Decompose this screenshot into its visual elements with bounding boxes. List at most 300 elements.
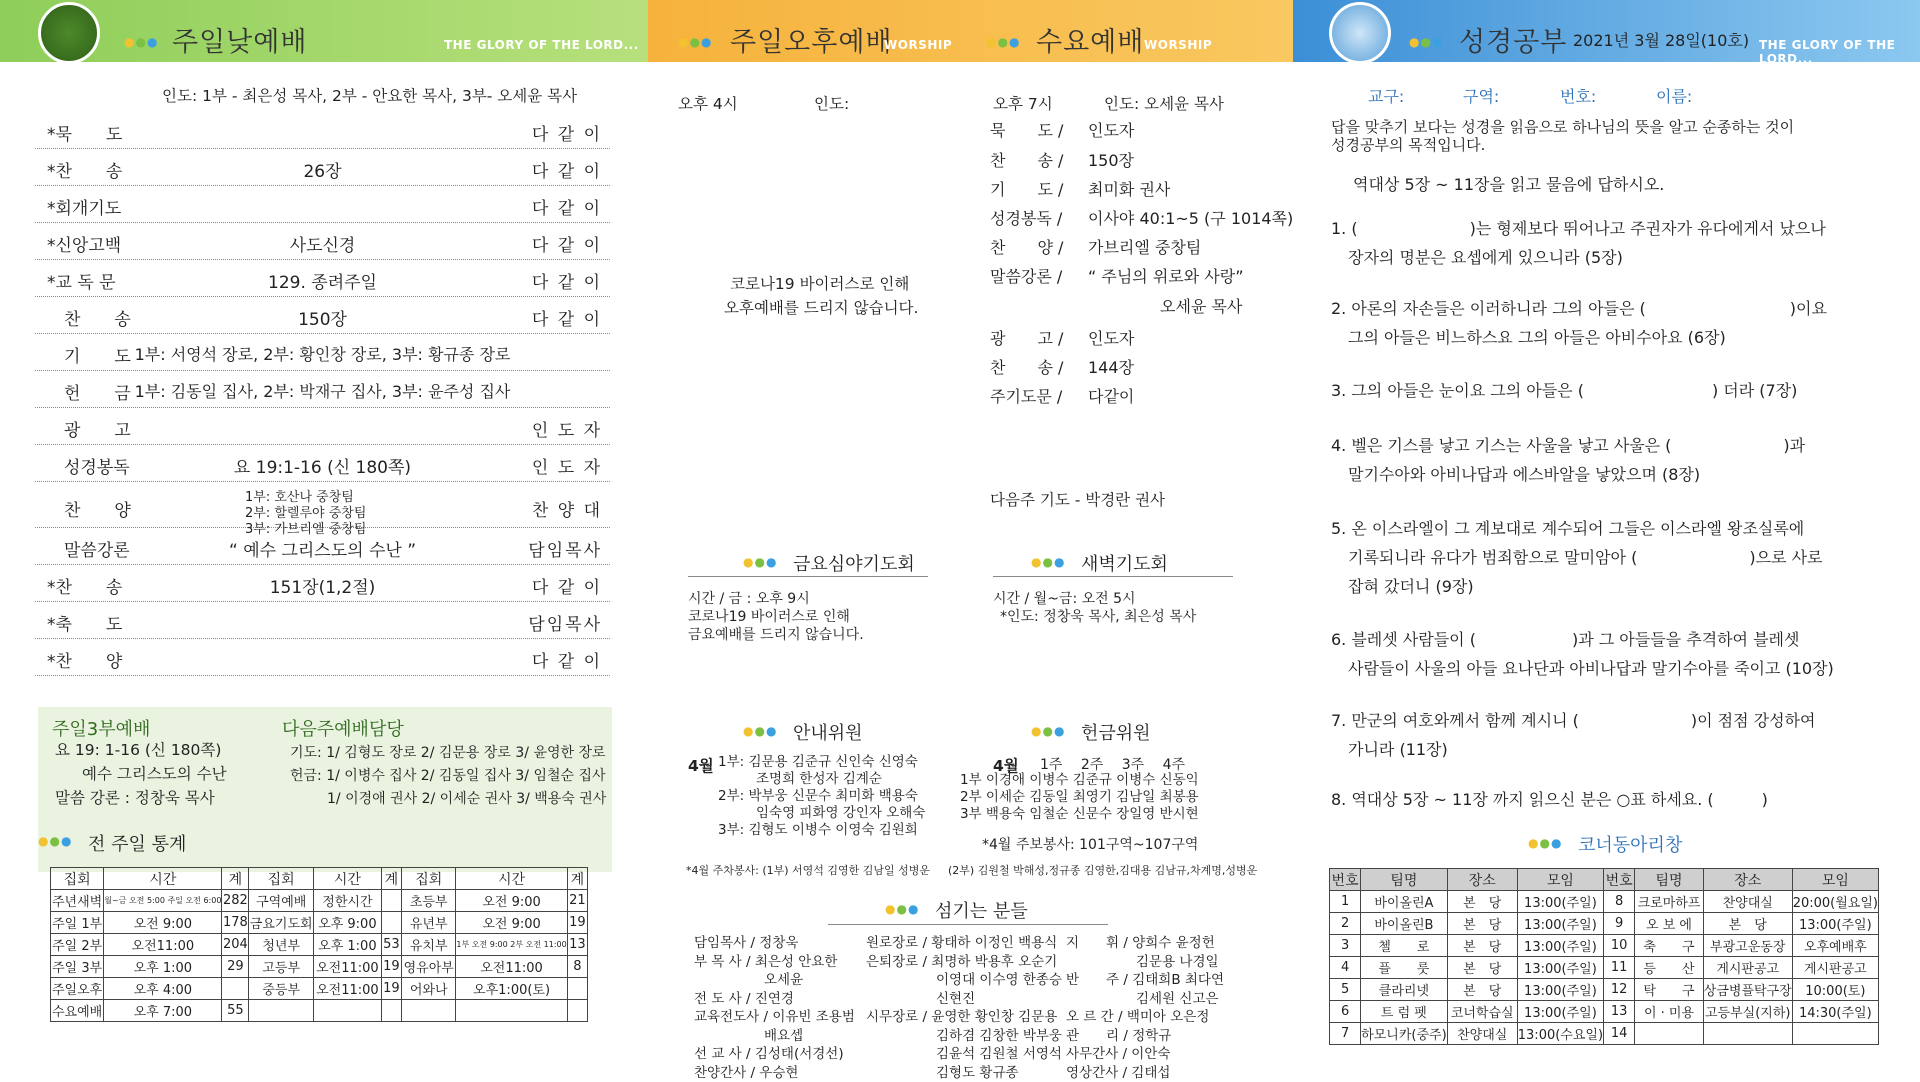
list-item: 선 교 사 / 김성태(서경선): [694, 1045, 855, 1064]
dots-icon: ●●●: [124, 35, 158, 49]
table-cell: 19: [567, 912, 587, 934]
table-cell: 13:00(주일): [1792, 913, 1878, 935]
table-header: 계: [567, 868, 587, 890]
sunday-column: [0, 62, 648, 1061]
table-cell: 1: [1330, 891, 1361, 913]
dots-icon: ●●●: [885, 902, 919, 916]
order-content: 129. 종려주일: [35, 268, 610, 293]
list-item: 관 리 / 정학규: [1066, 1027, 1224, 1046]
list-item: 1부: 김문용 김준규 신인숙 신영숙: [718, 754, 925, 771]
offering-foot: (2부) 김원철 박해성,정규종 김영한,김대용 김남규,차계명,성병운: [948, 862, 1257, 878]
table-cell: 10: [1604, 935, 1635, 957]
wednesday-leader: 인도: 오세윤 목사: [1104, 92, 1224, 114]
list-item: 오세윤: [694, 971, 855, 990]
wed-label: 광 고 /: [990, 326, 1063, 349]
friday-line: 코로나19 바이러스로 인해: [688, 606, 850, 626]
table-row: [1330, 913, 1879, 935]
table-cell: 13:00(주일): [1517, 957, 1603, 979]
order-role: 다 같 이: [532, 194, 602, 219]
question-line: 6. 블레셋 사람들이 ( )과 그 아들들을 추격하여 블레셋: [1331, 627, 1799, 650]
offering-title: 헌금위원: [1081, 719, 1151, 745]
order-label: 찬 양: [47, 496, 131, 521]
question-line: 2. 아론의 자손들은 이러하니라 그의 아들은 ( )이요: [1331, 296, 1827, 319]
table-cell: 월~금 오전 5:00 주일 오전 6:00: [104, 890, 222, 912]
list-item: 3부: 김형도 이병수 이영숙 김원희: [718, 822, 925, 839]
order-content: 사도신경: [35, 231, 610, 256]
table-cell: 게시판공고: [1703, 957, 1792, 979]
dawn-line: *인도: 정창욱 목사, 최은성 목사: [1000, 606, 1196, 626]
question-line: 장자의 명분은 요셉에게 있으니라 (5장): [1348, 245, 1623, 268]
header-date: 2021년 3월 28일(10호): [1573, 28, 1749, 51]
next-duty-title: 다음주예배담당: [282, 715, 404, 741]
table-cell: 주일 1부: [51, 912, 104, 934]
order-role: 다 같 이: [532, 157, 602, 182]
table-cell: 53: [381, 934, 401, 956]
table-header: 집회: [249, 868, 314, 890]
list-item: 1부 이경애 이병수 김준규 이병수 신동익: [960, 772, 1199, 789]
table-header: 시간: [313, 868, 381, 890]
dawn-title: 새벽기도회: [1081, 550, 1168, 576]
dots-icon: ●●●: [986, 35, 1020, 49]
wed-label: 성경봉독 /: [990, 206, 1062, 229]
table-cell: [567, 978, 587, 1000]
question-line: 5. 온 이스라엘이 그 계보대로 계수되어 그들은 이스라엘 왕조실록에: [1331, 516, 1804, 539]
list-item: 김하겸 김창한 박부웅: [866, 1027, 1062, 1046]
table-cell: [313, 1000, 381, 1022]
order-role: 담임목사: [528, 536, 602, 561]
table-header: 모임: [1517, 869, 1603, 891]
table-cell: [381, 912, 401, 934]
table-cell: 크로마하프: [1635, 891, 1704, 913]
table-cell: 오후예배후: [1792, 935, 1878, 957]
table-cell: 7: [1330, 1023, 1361, 1045]
order-label: 기 도: [47, 342, 131, 367]
table-row: [1330, 957, 1879, 979]
list-item: 신현진: [866, 990, 1062, 1009]
order-row: [35, 223, 610, 260]
question-line: 3. 그의 아들은 눈이요 그의 아들은 ( ) 더라 (7장): [1331, 378, 1797, 401]
wed-value: 144장: [1088, 355, 1134, 378]
header-afternoon: [648, 0, 1293, 62]
table-cell: 첼 로: [1361, 935, 1448, 957]
table-cell: 바이올린A: [1361, 891, 1448, 913]
dots-icon: ●●●: [1031, 555, 1065, 569]
table-cell: 13:00(주일): [1517, 891, 1603, 913]
wed-label: 말씀강론 /: [990, 264, 1062, 287]
table-header: 팀명: [1635, 869, 1704, 891]
order-row: [35, 565, 610, 602]
friday-line: 금요예배를 드리지 않습니다.: [688, 624, 864, 644]
question-line: 잡혀 갔더니 (9장): [1348, 574, 1474, 597]
table-cell: 본 당: [1447, 935, 1517, 957]
table-cell: 하모니카(중주): [1361, 1023, 1448, 1045]
table-cell: 본 당: [1447, 979, 1517, 1001]
order-label: 광 고: [47, 416, 131, 441]
study-intro: 성경공부의 목적입니다.: [1331, 134, 1485, 155]
table-header: 계: [381, 868, 401, 890]
table-cell: 13:00(주일): [1517, 979, 1603, 1001]
list-item: 2부 이세순 김동일 최영기 김남일 최봉용: [960, 789, 1199, 806]
table-cell: 본 당: [1447, 913, 1517, 935]
afternoon-notice: 오후예배를 드리지 않습니다.: [724, 296, 918, 318]
table-cell: 본 당: [1447, 891, 1517, 913]
table-row: [51, 978, 588, 1000]
table-cell: 2: [1330, 913, 1361, 935]
question-line: 1. ( )는 형제보다 뛰어나고 주권자가 유다에게서 났으나: [1331, 216, 1826, 239]
order-row: [35, 371, 610, 408]
list-item: 부 목 사 / 최은성 안요한: [694, 953, 855, 972]
list-item: 이영대 이수영 한종승: [866, 971, 1062, 990]
ushers-month: 4월: [688, 754, 714, 776]
wed-label: 찬 송 /: [990, 355, 1063, 378]
table-header: 장소: [1447, 869, 1517, 891]
offering-month: 4월: [993, 754, 1019, 776]
list-item: 은퇴장로 / 최명하 박용후 오순기: [866, 953, 1062, 972]
table-cell: 부광고운동장: [1703, 935, 1792, 957]
table-cell: 21: [567, 890, 587, 912]
table-cell: 주일 2부: [51, 934, 104, 956]
header-subtitle: THE GLORY OF THE LORD...: [1759, 38, 1920, 66]
table-cell: 오전11:00: [313, 956, 381, 978]
table-cell: 204: [222, 934, 249, 956]
table-cell: 이 · 미용: [1635, 1001, 1704, 1023]
table-header: 시간: [104, 868, 222, 890]
table-cell: 13:00(주일): [1517, 913, 1603, 935]
ushers-list: [718, 754, 925, 839]
table-cell: 오후 1:00: [104, 956, 222, 978]
wed-value: 오세윤 목사: [1160, 294, 1242, 317]
wed-value: 이사야 40:1~5 (구 1014쪽): [1088, 206, 1293, 229]
third-service-line: 예수 그리스도의 수난: [82, 762, 227, 784]
table-cell: [1792, 1023, 1878, 1045]
table-header: 집회: [402, 868, 456, 890]
table-cell: 상금병플탁구장: [1703, 979, 1792, 1001]
order-row: [35, 639, 610, 676]
dots-icon: ●●●: [743, 724, 777, 738]
table-cell: 10:00(토): [1792, 979, 1878, 1001]
question-line: 사람들이 사울의 아들 요나단과 아비나답과 말기수아를 죽이고 (10장): [1348, 656, 1834, 679]
wed-value: 인도자: [1088, 326, 1134, 349]
list-item: 임숙영 피화영 강인자 오해숙: [718, 805, 925, 822]
next-duty-line: 기도: 1/ 김형도 장로 2/ 김문용 장로 3/ 윤영한 장로: [290, 742, 606, 762]
order-content: 151장(1,2절): [35, 573, 610, 598]
table-cell: 트 럼 펫: [1361, 1001, 1448, 1023]
table-header: 집회: [51, 868, 104, 890]
table-cell: 금요기도회: [249, 912, 314, 934]
list-item: 2부: 박부웅 신문수 최미화 백용숙: [718, 788, 925, 805]
table-cell: 청년부: [249, 934, 314, 956]
table-header: 번호: [1330, 869, 1361, 891]
table-cell: 13:00(수요일): [1517, 1023, 1603, 1045]
table-cell: [402, 1000, 456, 1022]
list-item: 담임목사 / 정창욱: [694, 934, 855, 953]
order-row: [35, 149, 610, 186]
header-subtitle: THE GLORY OF THE LORD...: [444, 38, 639, 52]
header-study: [1293, 0, 1920, 62]
order-content: 요 19:1-16 (신 180쪽): [35, 453, 610, 478]
table-cell: 고등부: [249, 956, 314, 978]
table-cell: 14:30(주일): [1792, 1001, 1878, 1023]
servants-col: [1066, 934, 1224, 1082]
question-line: 말기수아와 아비나답과 에스바알을 낳았으며 (8장): [1348, 462, 1700, 485]
study-label-number: 번호:: [1560, 84, 1596, 107]
table-cell: 오전 9:00: [456, 912, 567, 934]
question-line: 8. 역대상 5장 ~ 11장 까지 읽으신 분은 ○표 하세요. ( ): [1331, 787, 1768, 810]
list-item: 김문용 나경일: [1066, 953, 1224, 972]
choir-item: 3부: 가브리엘 중창팀: [245, 522, 366, 538]
table-cell: 9: [1604, 913, 1635, 935]
list-item: 전 도 사 / 진연경: [694, 990, 855, 1009]
third-service-title: 주일3부예배: [52, 715, 150, 741]
table-header: 팀명: [1361, 869, 1448, 891]
offering-list: [960, 772, 1199, 823]
table-cell: 8: [567, 956, 587, 978]
next-duty-line: 1/ 이경애 권사 2/ 이세순 권사 3/ 백용숙 권사: [327, 788, 606, 808]
afternoon-notice: 코로나19 바이러스로 인해: [730, 272, 909, 294]
order-role: 담임목사: [528, 610, 602, 635]
question-line: 가니라 (11장): [1348, 737, 1448, 760]
table-cell: 13: [1604, 1001, 1635, 1023]
wed-label: 묵 도 /: [990, 118, 1063, 141]
table-cell: [1635, 1023, 1704, 1045]
wed-value: 다같이: [1088, 384, 1134, 407]
table-cell: 282: [222, 890, 249, 912]
divider: [993, 576, 1233, 577]
header-sunday: [0, 0, 648, 62]
dots-icon: ●●●: [1031, 724, 1065, 738]
table-cell: 오전11:00: [313, 978, 381, 1000]
header-title: 수요예배: [1036, 20, 1144, 59]
table-header: 장소: [1703, 869, 1792, 891]
table-cell: 주일 3부: [51, 956, 104, 978]
order-role: 다 같 이: [532, 573, 602, 598]
table-cell: 오전 9:00: [104, 912, 222, 934]
order-role: 다 같 이: [532, 120, 602, 145]
table-cell: [381, 1000, 401, 1022]
order-role: 인 도 자: [532, 416, 602, 441]
table-cell: 오전11:00: [104, 934, 222, 956]
table-cell: 바이올린B: [1361, 913, 1448, 935]
table-cell: 어와나: [402, 978, 456, 1000]
header-title: 주일낮예배: [172, 20, 307, 59]
table-row: [1330, 979, 1879, 1001]
list-item: 조명희 한성자 김계순: [718, 771, 925, 788]
table-cell: 11: [1604, 957, 1635, 979]
table-row: [1330, 891, 1879, 913]
order-row: [35, 260, 610, 297]
table-row: [51, 912, 588, 934]
list-item: 시무장로 / 윤영한 황인창 김문용: [866, 1008, 1062, 1027]
table-row: [1330, 1001, 1879, 1023]
list-item: 원로장로 / 황태하 이정인 백용식: [866, 934, 1062, 953]
list-item: 김세원 신고은: [1066, 990, 1224, 1009]
third-service-line: 요 19: 1-16 (신 180쪽): [55, 738, 221, 760]
list-item: 지 휘 / 양희수 윤정헌: [1066, 934, 1224, 953]
study-column: [1293, 62, 1920, 1061]
table-cell: 수요예배: [51, 1000, 104, 1022]
order-label: 성경봉독: [47, 453, 130, 478]
choir-item: 2부: 할렐루야 중창팀: [245, 506, 366, 522]
table-cell: 정한시간: [313, 890, 381, 912]
question-line: 기록되니라 유다가 범죄함으로 말미암아 ( )으로 사로: [1348, 545, 1823, 568]
list-item: 3부 백용숙 임철순 신문수 장일영 반시현: [960, 806, 1199, 823]
order-label: *신앙고백: [47, 231, 121, 256]
order-content: 1부: 서영석 장로, 2부: 황인창 장로, 3부: 황규종 장로: [35, 342, 610, 365]
order-label: 말씀강론: [47, 536, 130, 561]
question-line: 7. 만군의 여호와께서 함께 계시니 ( )이 점점 강성하여: [1331, 708, 1815, 731]
order-content: 26장: [35, 157, 610, 182]
list-item: 반 주 / 김태희B 최다연: [1066, 971, 1224, 990]
order-label: *찬 송: [47, 157, 122, 182]
order-role: 찬 양 대: [532, 496, 602, 521]
study-label-district: 구역:: [1463, 84, 1499, 107]
study-intro: 답을 맞추기 보다는 성경을 읽음으로 하나님의 뜻을 알고 순종하는 것이: [1331, 116, 1794, 137]
table-cell: 찬양대실: [1447, 1023, 1517, 1045]
list-item: 영상간사 / 김태섭: [1066, 1064, 1224, 1082]
table-cell: 1부 오전 9:00 2부 오전 11:00: [456, 934, 567, 956]
table-header: 모임: [1792, 869, 1878, 891]
list-item: 찬양간사 / 우승현: [694, 1064, 855, 1082]
question-line: 4. 벨은 기스를 낳고 기스는 사울을 낳고 사울은 ( )과: [1331, 433, 1805, 456]
list-item: 오 르 간 / 백미아 오은정: [1066, 1008, 1224, 1027]
clubs-table: [1329, 868, 1879, 1045]
table-cell: 주일오후: [51, 978, 104, 1000]
table-cell: [381, 890, 401, 912]
table-cell: 29: [222, 956, 249, 978]
table-cell: 유치부: [402, 934, 456, 956]
servants-title: 섬기는 분들: [935, 897, 1028, 923]
table-cell: 클라리넷: [1361, 979, 1448, 1001]
order-role: 다 같 이: [532, 268, 602, 293]
wed-value: 가브리엘 중창팀: [1088, 235, 1201, 258]
table-cell: 3: [1330, 935, 1361, 957]
table-cell: [1703, 1023, 1792, 1045]
order-row: [35, 334, 610, 371]
table-cell: 20:00(월요일): [1792, 891, 1878, 913]
wed-label: 주기도문 /: [990, 384, 1062, 407]
wed-label: 찬 양 /: [990, 235, 1063, 258]
stats-table: [50, 867, 588, 1022]
table-cell: 오후 1:00: [313, 934, 381, 956]
servants-col: [866, 934, 1062, 1082]
question-line: 그의 아들은 비느하스요 그의 아들은 아비수아요 (6장): [1348, 325, 1726, 348]
table-cell: 55: [222, 1000, 249, 1022]
table-cell: 등 산: [1635, 957, 1704, 979]
offering-weeks: 1주 2주 3주 4주: [1040, 754, 1185, 774]
order-row: [35, 186, 610, 223]
order-label: 헌 금: [47, 379, 131, 404]
table-cell: 게시판공고: [1792, 957, 1878, 979]
dawn-line: 시간 / 월~금: 오전 5시: [993, 588, 1136, 608]
leaf-hands-icon: [38, 2, 100, 64]
order-row: [35, 602, 610, 639]
order-role: 다 같 이: [532, 647, 602, 672]
order-content: 150장: [35, 305, 610, 330]
header-subtitle: WORSHIP: [884, 38, 952, 52]
heart-hands-icon: [1329, 2, 1391, 64]
dots-icon: ●●●: [1528, 836, 1562, 850]
table-cell: 오후 4:00: [104, 978, 222, 1000]
table-cell: 플 룻: [1361, 957, 1448, 979]
table-cell: 영유아부: [402, 956, 456, 978]
list-item: 교육전도사 / 이유빈 조용범: [694, 1008, 855, 1027]
order-content: 1부: 김동일 집사, 2부: 박재구 집사, 3부: 윤주성 집사: [35, 379, 610, 402]
table-cell: 오전 9:00: [456, 890, 567, 912]
header-title: 주일오후예배: [730, 20, 893, 59]
dots-icon: ●●●: [38, 834, 72, 848]
wed-value: 150장: [1088, 148, 1134, 171]
wed-value: “ 주님의 위로와 사랑”: [1088, 264, 1243, 287]
divider: [688, 576, 928, 577]
table-cell: 오후 9:00: [313, 912, 381, 934]
table-cell: 축 구: [1635, 935, 1704, 957]
study-label-name: 이름:: [1656, 84, 1692, 107]
clubs-title: 코너동아리창: [1578, 831, 1682, 857]
table-cell: 유년부: [402, 912, 456, 934]
list-item: 김형도 황규종: [866, 1064, 1062, 1082]
table-row: [51, 934, 588, 956]
table-header: 계: [222, 868, 249, 890]
table-row: [1330, 935, 1879, 957]
order-content: “ 예수 그리스도의 수난 ”: [35, 536, 610, 561]
divider: [828, 924, 1108, 925]
table-cell: 5: [1330, 979, 1361, 1001]
dots-icon: ●●●: [678, 35, 712, 49]
table-cell: 14: [1604, 1023, 1635, 1045]
order-label: *찬 송: [47, 573, 122, 598]
afternoon-time: 오후 4시: [678, 92, 738, 114]
middle-column: [648, 62, 1293, 1061]
wed-value: 최미화 권사: [1088, 177, 1170, 200]
order-label: *찬 양: [47, 647, 122, 672]
choir-list: [245, 490, 366, 538]
table-header: 번호: [1604, 869, 1635, 891]
table-cell: 주년새벽: [51, 890, 104, 912]
sunday-leaders: 인도: 1부 - 최은성 목사, 2부 - 안요한 목사, 3부- 오세윤 목사: [162, 84, 577, 106]
wednesday-next-prayer: 다음주 기도 - 박경란 권사: [990, 488, 1165, 510]
friday-title: 금요심야기도회: [793, 550, 915, 576]
order-label: *회개기도: [47, 194, 121, 219]
order-row: [35, 297, 610, 334]
order-row: [35, 112, 610, 149]
third-service-line: 말씀 강론 : 정창욱 목사: [55, 786, 215, 808]
servants-col: [694, 934, 855, 1082]
table-cell: 찬양대실: [1703, 891, 1792, 913]
table-cell: 중등부: [249, 978, 314, 1000]
table-row: [1330, 1023, 1879, 1045]
table-cell: [222, 978, 249, 1000]
list-item: 사무간사 / 이안숙: [1066, 1045, 1224, 1064]
order-row: [35, 445, 610, 482]
table-cell: 코너학습실: [1447, 1001, 1517, 1023]
table-cell: 구역예배: [249, 890, 314, 912]
table-cell: 13:00(주일): [1517, 935, 1603, 957]
dots-icon: ●●●: [743, 555, 777, 569]
order-role: 다 같 이: [532, 231, 602, 256]
table-cell: [456, 1000, 567, 1022]
table-cell: 오 보 에: [1635, 913, 1704, 935]
wednesday-time: 오후 7시: [993, 92, 1053, 114]
table-cell: [567, 1000, 587, 1022]
header-title: 성경공부: [1459, 20, 1567, 59]
table-cell: 8: [1604, 891, 1635, 913]
friday-line: 시간 / 금 : 오후 9시: [688, 588, 810, 608]
stats-title: 전 주일 통계: [88, 830, 186, 856]
table-row: [51, 1000, 588, 1022]
table-cell: 13:00(주일): [1517, 1001, 1603, 1023]
table-row: [51, 890, 588, 912]
table-cell: 178: [222, 912, 249, 934]
